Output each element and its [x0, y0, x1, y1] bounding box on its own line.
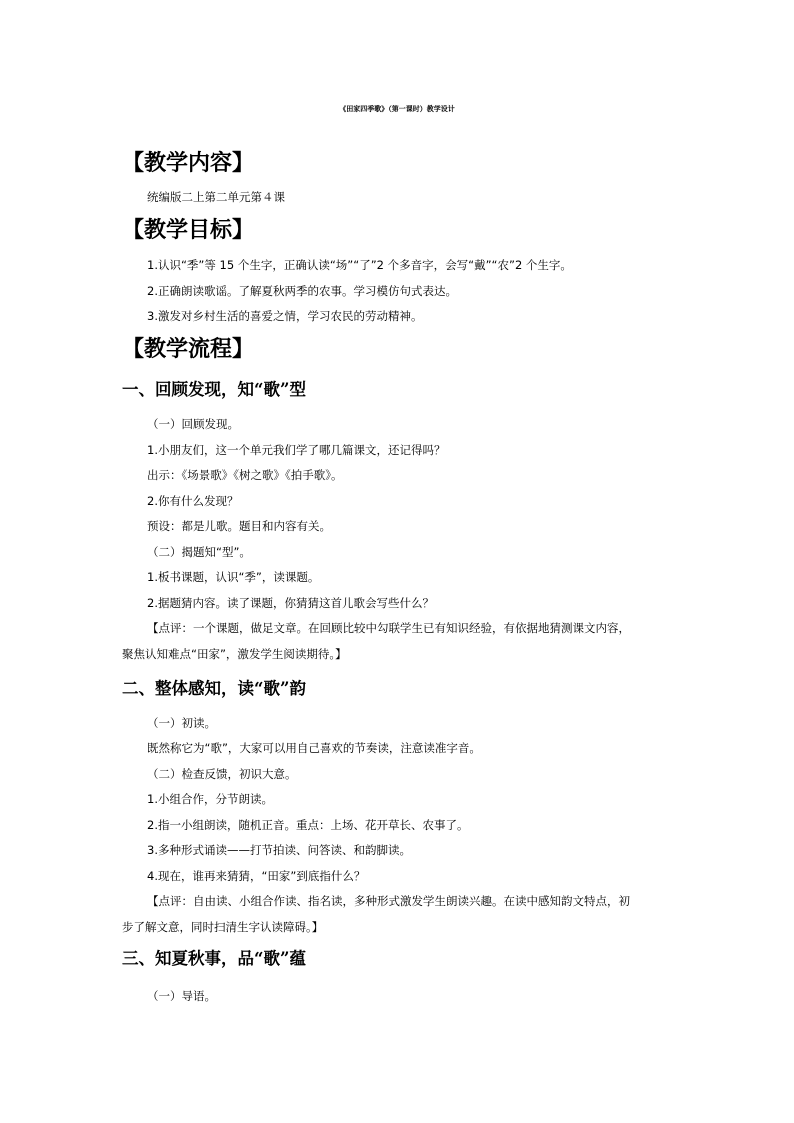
part2-line: 1.小组合作，分节朗读。 [147, 792, 273, 806]
part2-line: 4.现在，谁再来猜猜，“田家”到底指什么？ [147, 869, 366, 883]
part2-line: 2.指一小组朗读，随机正音。重点：上场、花开草长、农事了。 [147, 818, 469, 832]
part1-comment: 【点评：一个课题，做足文章。在回顾比较中勾联学生已有知识经验，有依据地猜测课文内容， [147, 621, 630, 635]
heading-teaching-process: 【教学流程】 [122, 337, 255, 362]
part1-line: 2.据题猜内容。读了课题，你猜猜这首儿歌会写些什么？ [147, 596, 434, 610]
part2-comment: 步了解文意，同时扫清生字认读障碍。】 [122, 920, 324, 934]
part1-comment: 聚焦认知难点“田家”，激发学生阅读期待。】 [122, 647, 347, 661]
goal-item: 1.认识“季”等 15 个生字，正确认读“场”“了”2 个多音字，会写“戴”“农”2 个生字。 [147, 258, 572, 272]
heading-teaching-goals: 【教学目标】 [122, 218, 255, 243]
part1-line: （一）回顾发现。 [147, 417, 239, 431]
goal-item: 2.正确朗读歌谣。了解夏秋两季的农事。学习模仿句式表达。 [147, 284, 457, 298]
document-title: 《田家四季歌》（第一课时）教学设计 [339, 105, 455, 113]
part2-comment: 【点评：自由读、小组合作读、指名读，多种形式激发学生朗读兴趣。在读中感知韵文特点，初 [147, 894, 630, 908]
part1-heading: 一、回顾发现，知“歌”型 [122, 380, 306, 399]
part3-heading: 三、知夏秋事，品“歌”蕴 [122, 949, 306, 968]
part1-line: （二）揭题知“型”。 [147, 545, 251, 559]
goal-item: 3.激发对乡村生活的喜爱之情，学习农民的劳动精神。 [147, 309, 423, 323]
teaching-content-text: 统编版二上第二单元第４课 [147, 190, 285, 204]
part1-line: 出示：《场景歌》《树之歌》《拍手歌》。 [147, 468, 343, 482]
part3-line: （一）导语。 [147, 989, 216, 1003]
part1-line: 2.你有什么发现？ [147, 494, 239, 508]
part2-line: （一）初读。 [147, 716, 216, 730]
part2-line: 既然称它为“歌”，大家可以用自己喜欢的节奏读，注意读准字音。 [147, 741, 481, 755]
part1-line: 1.小朋友们，这一个单元我们学了哪几篇课文，还记得吗？ [147, 443, 446, 457]
part2-line: 3.多种形式诵读——打节拍读、问答读、和韵脚读。 [147, 843, 411, 857]
part2-heading: 二、整体感知，读“歌”韵 [122, 679, 306, 698]
part2-line: （二）检查反馈，初识大意。 [147, 767, 297, 781]
heading-teaching-content: 【教学内容】 [122, 151, 255, 176]
part1-line: 1.板书课题，认识“季”，读课题。 [147, 570, 320, 584]
part1-line: 预设：都是儿歌。题目和内容有关。 [147, 519, 331, 533]
